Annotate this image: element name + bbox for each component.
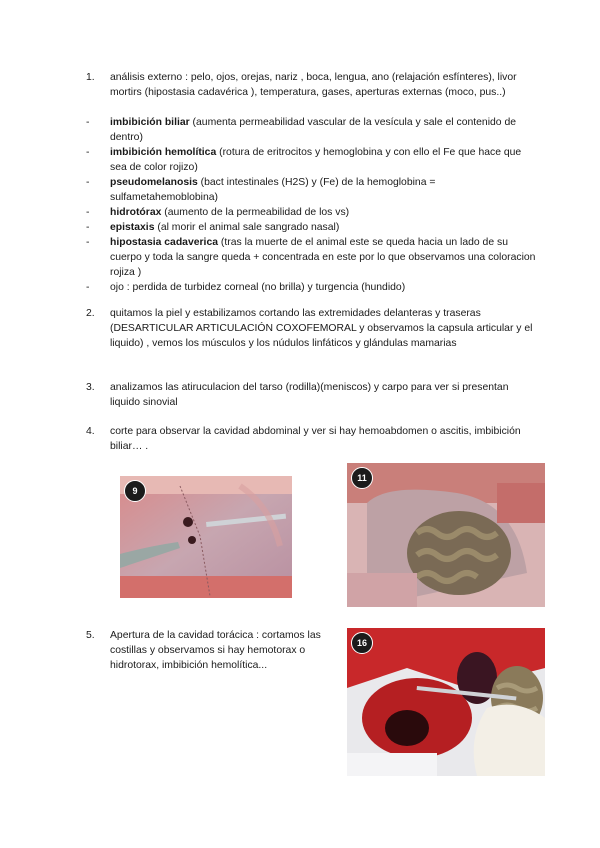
bullet-desc: (aumento de la permeabilidad de los vs): [161, 207, 350, 218]
bullet-list: [86, 115, 536, 295]
list-item-3: [86, 380, 536, 410]
bullet-marker: -: [86, 222, 90, 233]
bullet-term: pseudomelanosis: [110, 177, 198, 188]
list-item-5: [86, 628, 336, 673]
photo-badge: 9: [124, 480, 146, 502]
bullet-marker: -: [86, 237, 90, 248]
bullet-term: imbibición hemolítica: [110, 147, 217, 158]
bullet-desc: (al morir el animal sale sangrado nasal): [154, 222, 340, 233]
list-number: 2.: [86, 308, 95, 319]
list-item-text: corte para observar la cavidad abdominal y ver si hay hemoabdomen o ascitis, imbibición biliar… .: [110, 426, 521, 452]
bullet-desc: (rotura de eritrocitos y hemoglobina y con ello el Fe que hace que sea de color rojizo): [110, 147, 522, 173]
list-number: 4.: [86, 426, 95, 437]
list-number: 3.: [86, 382, 95, 393]
bullet-marker: -: [86, 282, 90, 293]
bullet-term: hidrotórax: [110, 207, 162, 218]
bullet-item-hidrotorax: [86, 205, 536, 220]
list-item-4: [86, 424, 536, 454]
list-number: 1.: [86, 72, 95, 83]
bullet-desc: (bact intestinales (H2S) y (Fe) de la hemoglobina = sulfametahemoblobina): [110, 177, 436, 203]
necropsy-photo-thoracic-cavity: [347, 628, 545, 776]
bullet-marker: -: [86, 147, 90, 158]
bullet-marker: -: [86, 117, 90, 128]
bullet-term: imbibición biliar: [110, 117, 190, 128]
bullet-item-imbibicion-hemolitica: [86, 145, 536, 175]
bullet-desc: ojo : perdida de turbidez corneal (no brilla) y turgencia (hundido): [110, 282, 406, 293]
list-number: 5.: [86, 630, 95, 641]
bullet-item-epistaxis: [86, 220, 536, 235]
necropsy-photo-abdomen-incision: [120, 476, 292, 598]
bullet-item-hipostasia: [86, 235, 536, 280]
bullet-term: epistaxis: [110, 222, 155, 233]
list-item-1: [86, 70, 536, 100]
bullet-desc: (aumenta permeabilidad vascular de la vesícula y sale el contenido de dentro): [110, 117, 517, 143]
bullet-marker: -: [86, 207, 90, 218]
necropsy-photo-abdominal-cavity: [347, 463, 545, 607]
bullet-term: hipostasia cadaverica: [110, 237, 219, 248]
list-item-2: [86, 306, 536, 351]
list-item-text: análisis externo : pelo, ojos, orejas, nariz , boca, lengua, ano (relajación esfínteres), livor mortirs (hipostasia cadavérica ), temperatura, gases, aperturas externas (moco, pus..): [110, 72, 517, 98]
bullet-item-imbibicion-biliar: [86, 115, 536, 145]
photo-badge: 16: [351, 632, 373, 654]
bullet-item-ojo: [86, 280, 536, 295]
bullet-marker: -: [86, 177, 90, 188]
list-item-text: quitamos la piel y estabilizamos cortando las extremidades delanteras y traseras (DESARTICULAR ARTICULACIÓN COXOFEMORAL y observamos la capsula articular y el liquido) , vemos los músculos y los núdulos linfáticos y glándulas mamarias: [110, 308, 533, 349]
bullet-desc: (tras la muerte de el animal este se queda hacia un lado de su cuerpo y toda la sangre queda + concentrada en este por lo que observamos una coloracion rojiza ): [110, 237, 536, 278]
list-item-text: Apertura de la cavidad torácica : cortamos las costillas y observamos si hay hemotorax o hidrotorax, imbibición hemolítica...: [110, 630, 321, 671]
bullet-item-pseudomelanosis: [86, 175, 536, 205]
photo-badge: 11: [351, 467, 373, 489]
list-item-text: analizamos las atiruculacion del tarso (rodilla)(meniscos) y carpo para ver si presentan liquido sinovial: [110, 382, 509, 408]
